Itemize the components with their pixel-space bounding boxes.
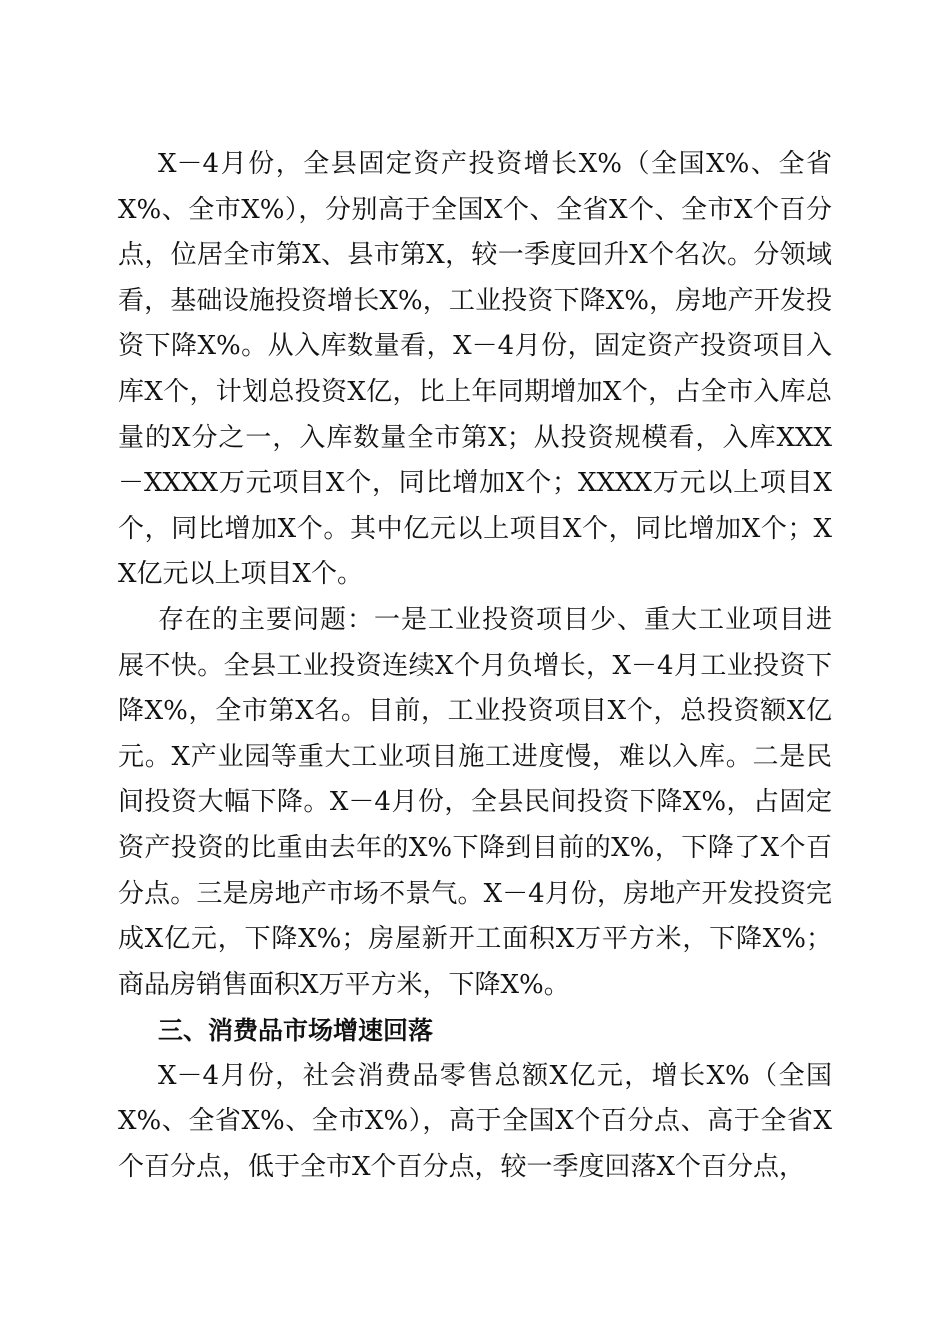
document-body: [118, 142, 832, 1191]
paragraph-fixed-asset-investment: X－4月份，全县固定资产投资增长X%（全国X%、全省X%、全市X%），分别高于全国X个、全省X个、全市X个百分点，位居全市第X、县市第X，较一季度回升X个名次。分领域看，基础设施投资增长X%，工业投资下降X%，房地产开发投资下降X%。从入库数量看，X－4月份，固定资产投资项目入库X个，计划总投资X亿，比上年同期增加X个，占全市入库总量的X分之一，入库数量全市第X；从投资规模看，入库XXX－XXXX万元项目X个，同比增加X个；XXXX万元以上项目X个，同比增加X个。其中亿元以上项目X个，同比增加X个；XX亿元以上项目X个。: [118, 149, 832, 590]
paragraph-main-problems: 存在的主要问题：一是工业投资项目少、重大工业项目进展不快。全县工业投资连续X个月负增长，X－4月工业投资下降X%，全市第X名。目前，工业投资项目X个，总投资额X亿元。X产业园等重大工业项目施工进度慢，难以入库。二是民间投资大幅下降。X－4月份，全县民间投资下降X%，占固定资产投资的比重由去年的X%下降到目前的X%，下降了X个百分点。三是房地产市场不景气。X－4月份，房地产开发投资完成X亿元，下降X%；房屋新开工面积X万平方米，下降X%；商品房销售面积X万平方米，下降X%。: [118, 604, 832, 1000]
section-heading-consumer-market: 三、消费品市场增速回落: [158, 1016, 434, 1046]
paragraph-consumer-retail: X－4月份，社会消费品零售总额X亿元，增长X%（全国X%、全省X%、全市X%），高于全国X个百分点、高于全省X个百分点，低于全市X个百分点，较一季度回落X个百分点，: [118, 1060, 832, 1183]
